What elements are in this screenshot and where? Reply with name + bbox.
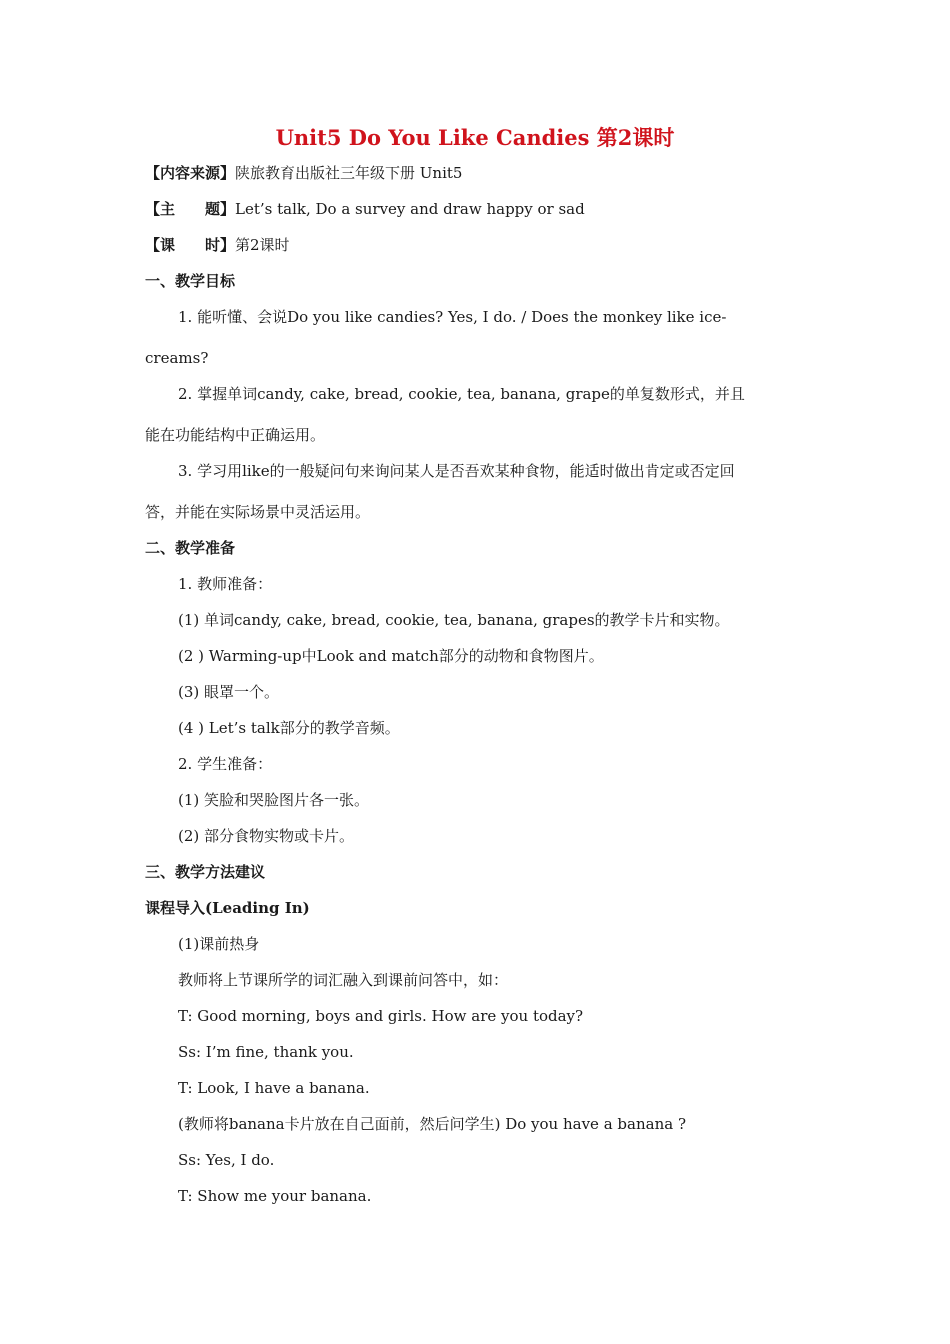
topic-value: Let’s talk, Do a survey and draw happy or sad [235,200,585,218]
page-title: Unit5 Do You Like Candies 第2课时 [275,125,675,150]
warmup-intro: 教师将上节课所学的词汇融入到课前问答中，如： [178,971,509,989]
goal-item-1b: creams? [145,349,209,367]
section-heading-prep: 二、教学准备 [145,539,236,557]
teacher-prep: 1. 教师准备： [178,575,273,593]
period-value: 第2课时 [235,236,290,254]
dialogue-line-6: T: Show me your banana. [178,1187,372,1205]
dialogue-line-1: T: Good morning, boys and girls. How are you today? [178,1007,584,1025]
section-heading-methods: 三、教学方法建议 [145,863,266,881]
student-prep-item-1: (1) 笑脸和哭脸图片各一张。 [178,791,370,809]
source-line [145,163,462,183]
period-label: 【课 时】 [145,236,236,254]
source-label: 【内容来源】 [145,164,236,182]
section-heading-goals: 一、教学目标 [145,272,236,290]
student-prep-item-2: (2) 部分食物实物或卡片。 [178,827,355,845]
dialogue-line-2: Ss: I’m fine, thank you. [178,1043,354,1061]
goal-item-3a: 3. 学习用like的一般疑问句来询问某人是否吾欢某种食物，能适时做出肯定或否定回 [178,462,735,480]
student-prep: 2. 学生准备： [178,755,273,773]
dialogue-line-4: (教师将banana卡片放在自己面前，然后问学生) Do you have a banana ? [178,1115,686,1133]
teacher-prep-item-3: (3) 眼罩一个。 [178,683,280,701]
teacher-prep-item-1: (1) 单词candy, cake, bread, cookie, tea, banana, grapes的教学卡片和实物。 [178,611,730,629]
teacher-prep-item-4: (4 ) Let’s talk部分的教学音频。 [178,719,400,737]
topic-line [145,199,585,219]
teacher-prep-item-2: (2 ) Warming-up中Look and match部分的动物和食物图片。 [178,647,604,665]
leading-in-heading: 课程导入(Leading In) [145,899,310,917]
goal-item-3b: 答，并能在实际场景中灵活运用。 [145,503,371,521]
dialogue-line-5: Ss: Yes, I do. [178,1151,275,1169]
goal-item-2a: 2. 掌握单词candy, cake, bread, cookie, tea, banana, grape的单复数形式，并且 [178,385,745,403]
period-line [145,235,290,255]
source-value: 陕旅教育出版社三年级下册 Unit5 [235,164,463,182]
goal-item-1a: 1. 能听懂、会说Do you like candies? Yes, I do. / Does the monkey like ice- [178,308,727,326]
warmup-label: (1)课前热身 [178,935,260,953]
goal-item-2b: 能在功能结构中正确运用。 [145,426,326,444]
dialogue-line-3: T: Look, I have a banana. [178,1079,370,1097]
topic-label: 【主 题】 [145,200,236,218]
